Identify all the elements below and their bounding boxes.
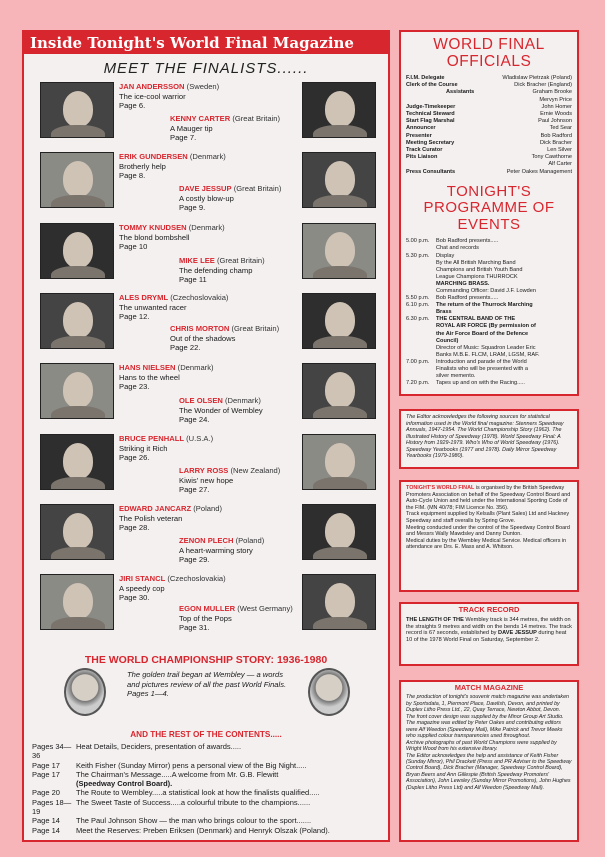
organisation-box: TONIGHT'S WORLD FINAL is organised by the British Speedway Promoters Association on behalf of the Speedway Control Board and Auto-Cycle Union and held under the International Sporting Code of the FIM. (MN 40/78; FIM Licence No. 356). Track equipment supplied by Kelsalls (Plant Sales) Ltd and Hackney Speedway and staff overalls by Spring Grove. Meeting conducted under the control of the Speedway Control Board and Messrs Wally Mawdsley and Danny Dunton. Medical duties by the Wembley Medical Service. Medical officers in attendance are Drs. E. Mass and A. Whitson.	[399, 480, 579, 592]
finalist-photo	[40, 82, 114, 138]
finalist-photo	[40, 223, 114, 279]
finalist-photo	[40, 504, 114, 560]
track-record-text: THE LENGTH OF THE Wembley track is 344 metres, the width on the straights 9 metres and width on the bends 14 metres. The track record is 67 seconds, established by DAVE JESSUP during heat 10 of the 1978 World Final on Saturday, September 2.	[406, 616, 572, 644]
officials-heading: WORLD FINAL OFFICIALS	[433, 36, 545, 70]
official-row: Meeting Secretary Dick Bracher	[406, 139, 572, 146]
programme-row: Finalists who will be presented with a	[436, 366, 529, 373]
programme-row: Council)	[436, 337, 459, 344]
official-row: Alf Carter	[548, 161, 572, 168]
finalist-photo	[40, 574, 114, 630]
story-text: The golden trail began at Wembley — a words and pictures review of all the past World Finals. Pages 1—4.	[127, 670, 287, 698]
official-row: Clerk of the Course Dick Bracher (England)	[406, 82, 572, 89]
magazine-paragraph: The front cover design was supplied by the Minor Group Art Studio.	[406, 713, 564, 720]
programme-row: silver memento.	[436, 373, 476, 380]
finalist-entry: KENNY CARTER (Great Britain) A Mauger tip Page 7.	[170, 114, 281, 142]
finalist-photo	[40, 152, 114, 208]
track-record-heading: TRACK RECORD	[458, 605, 520, 614]
finalist-photo	[40, 293, 114, 349]
programme-row: 7.20 p.m. Tapes up and on with the Racing.....	[406, 380, 525, 387]
contents-row: Page 20 The Route to Wembley.....a statistical look at how the finalists qualified.....	[32, 788, 320, 798]
rest-of-contents-heading: AND THE REST OF THE CONTENTS.....	[130, 730, 282, 739]
official-row: Pits Liaison Tony Cawthorne	[406, 154, 572, 161]
story-section	[24, 668, 388, 730]
official-row: Press Consultants Peter Oakes Management	[406, 168, 572, 175]
magazine-paragraph: The magazine was edited by Peter Oakes and contributing editors were Alf Weedon (Speedway Mail), Mike Patrick and Trevor Meeks who supplied colour transparencies used throughout.	[406, 720, 563, 740]
official-row: F.I.M. Delegate Wladislaw Pietrzak (Poland)	[406, 75, 572, 81]
programme-row: ROYAL AIR FORCE (By permission of	[436, 323, 536, 330]
contents-row: Page 14 Meet the Reserves: Preben Eriksen (Denmark) and Henryk Olszak (Poland).	[32, 825, 330, 835]
finalist-entry: OLE OLSEN (Denmark) The Wonder of Wembley Page 24.	[179, 396, 263, 424]
programme-row: Banks M.B.E. FLCM, LRAM, LGSM, RAF.	[436, 351, 540, 358]
programme-heading: TONIGHT'S PROGRAMME OF EVENTS	[423, 182, 555, 233]
officials-programme-box	[399, 30, 579, 396]
contents-row: Page 17 Keith Fisher (Sunday Mirror) pens a personal view of the Big Night.....	[32, 760, 307, 770]
acknowledgements-box	[399, 409, 579, 469]
finalist-entry: DAVE JESSUP (Great Britain) A costly blow-up Page 9.	[179, 184, 282, 212]
official-row: Presenter Bob Radford	[406, 132, 572, 139]
finalist-entry: BRUCE PENHALL (U.S.A.) Striking it Rich Page 26.	[119, 434, 214, 462]
finalist-entry: MIKE LEE (Great Britain) The defending champ Page 11	[179, 256, 265, 284]
meeting-control-note: Meeting conducted under the control of the Speedway Control Board and Messrs Wally Mawdsley and Danny Dunton.	[406, 524, 570, 538]
magazine-paragraph: The production of tonight's souvenir match magazine was undertaken by Sportsdata, 1, Piermont Place, Dawlish, Devon, and printed by Duplex Litho Press Ltd., 22, Quay Terrace, Newton Abbot, Devon.	[406, 694, 569, 714]
programme-row: Champions and British Youth Band	[436, 266, 523, 273]
track-equipment-note: Track equipment supplied by Kelsalls (Plant Sales) Ltd and Hackney Speedway and staff overalls by Spring Grove.	[406, 511, 570, 524]
programme-row: the Air Force Board of the Defence	[436, 330, 529, 337]
programme-row: 6.30 p.m. THE CENTRAL BAND OF THE	[406, 316, 516, 323]
medallion-portrait-right	[308, 668, 350, 716]
programme-row: 5.00 p.m. Bob Radford presents.....	[406, 238, 499, 245]
official-row: Mervyn Price	[539, 96, 572, 103]
match-magazine-box	[399, 680, 579, 842]
organisation-lead: TONIGHT'S WORLD FINAL	[406, 485, 475, 491]
programme-row: 5.50 p.m. Bob Radford presents.....	[406, 295, 499, 302]
finalist-entry: EDWARD JANCARZ (Poland) The Polish veteran Page 28.	[119, 504, 222, 532]
finalist-photo	[40, 363, 114, 419]
programme-row: 6.10 p.m. The return of the Thurrock Marching	[406, 302, 533, 309]
track-record-box	[399, 602, 579, 666]
programme-row: Director of Music: Squadron Leader Eric	[436, 344, 536, 351]
official-row: Assistants Graham Brooke	[446, 89, 572, 96]
programme-row: By the All British Marching Band	[436, 259, 516, 266]
official-row: Judge-Timekeeper John Homer	[406, 103, 572, 110]
finalist-entry: LARRY ROSS (New Zealand) Kiwis' new hope Page 27.	[179, 466, 281, 494]
finalist-entry: JIRI STANCL (Czechoslovakia) A speedy cop Page 30.	[119, 574, 226, 602]
contents-row: Page 17 The Chairman's Message.....A welcome from Mr. G.B. Flewitt	[32, 769, 279, 779]
programme-list	[406, 238, 572, 387]
finalist-entry: ALES DRYML (Czechoslovakia) The unwanted racer Page 12.	[119, 293, 229, 321]
finalist-entry: TOMMY KNUDSEN (Denmark) The blond bombshell Page 10	[119, 223, 225, 251]
official-row: Track Curator Len Silver	[406, 147, 572, 154]
contents-row: Pages 18—19 The Sweet Taste of Success.....a colourful tribute to the champions......	[32, 797, 311, 817]
finalist-entry: JAN ANDERSSON (Sweden) The ice-cool warrior Page 6.	[119, 82, 220, 110]
official-row: Start Flag Marshal Paul Johnson	[406, 118, 572, 125]
contents-row: Pages 34—36 Heat Details, Deciders, presentation of awards.....	[32, 742, 242, 761]
finalist-entry: HANS NIELSEN (Denmark) Hans to the wheel Page 23.	[119, 363, 214, 391]
world-championship-story-heading: THE WORLD CHAMPIONSHIP STORY: 1936-1980	[84, 654, 328, 666]
finalist-photo	[40, 434, 114, 490]
contents-header: Inside Tonight's World Final Magazine	[24, 32, 388, 54]
contents-row: Page 14 The Paul Johnson Show — the man who brings colour to the sport.......	[32, 816, 312, 826]
programme-row: MARCHING BRASS.	[436, 280, 490, 287]
programme-row: League Champions THURROCK	[436, 273, 518, 280]
official-row: Announcer Ted Sear	[406, 125, 572, 132]
meet-the-finalists-heading: MEET THE FINALISTS......	[103, 60, 309, 77]
programme-row: Commanding Officer: David J.F. Lowden	[436, 288, 537, 294]
programme-row: Brass	[436, 309, 452, 316]
acknowledgements-text: The Editor acknowledges the following sources for statistical information used in the World final magazine: Stenners Speedway Annuals, 1947-1954. The World Championship Story (1962). The Illustrated History of Speedway (1978). World Speedway Final: A History from 1929-1979. Who's Who of World Speedway (1976). Speedway Yearbooks (1977 and 1978). Daily Mirror Speedway Yearbooks (1979-1980).	[406, 414, 564, 459]
finalist-entry: ZENON PLECH (Poland) A heart-warming story Page 29.	[179, 536, 265, 564]
programme-row: Chat and records	[436, 245, 479, 252]
rest-of-contents-list	[24, 742, 388, 835]
finalist-entry: CHRIS MORTON (Great Britain) Out of the shadows Page 22.	[170, 324, 280, 352]
programme-row: 5.30 p.m. Display	[406, 252, 455, 259]
contents-row: (Speedway Control Board).	[76, 779, 173, 789]
programme-row: 7.00 p.m. Introduction and parade of the World	[406, 358, 527, 365]
contents-panel	[22, 30, 390, 842]
medallion-portrait-left	[64, 668, 106, 716]
medical-duties-note: Medical duties by the Wembley Medical Service. Medical officers in attendance are Drs. E. Mass and A. Whitson.	[406, 537, 567, 551]
magazine-paragraph: The Editor acknowledges the help and assistance of Keith Fisher (Sunday Mirror), Phil Drackett (Press and PR Adviser to the Speedway Control Board), Dick Bracher (Manager, Speedway Control Board), Bryan Beers and Ann Gillespie (British Speedway Promoters' Association), John Lewsley (Sunday Mirror Promotions), John Hughes (Duplex Litho Press Ltd) and Alf Weedon (Speedway Mail).	[406, 752, 572, 791]
officials-list	[406, 75, 572, 176]
finalist-entry: EGON MULLER (West Germany) Top of the Pops Page 31.	[179, 604, 293, 632]
finalist-entry: ERIK GUNDERSEN (Denmark) Brotherly help Page 8.	[119, 152, 226, 180]
match-magazine-heading: MATCH MAGAZINE	[454, 683, 524, 692]
finalists-list	[24, 80, 388, 650]
official-row: Technical Steward Ernie Woods	[406, 111, 572, 118]
magazine-paragraph: Archive photographs of past World Champions were supplied by Wright Wood from his extensive library.	[406, 739, 557, 753]
